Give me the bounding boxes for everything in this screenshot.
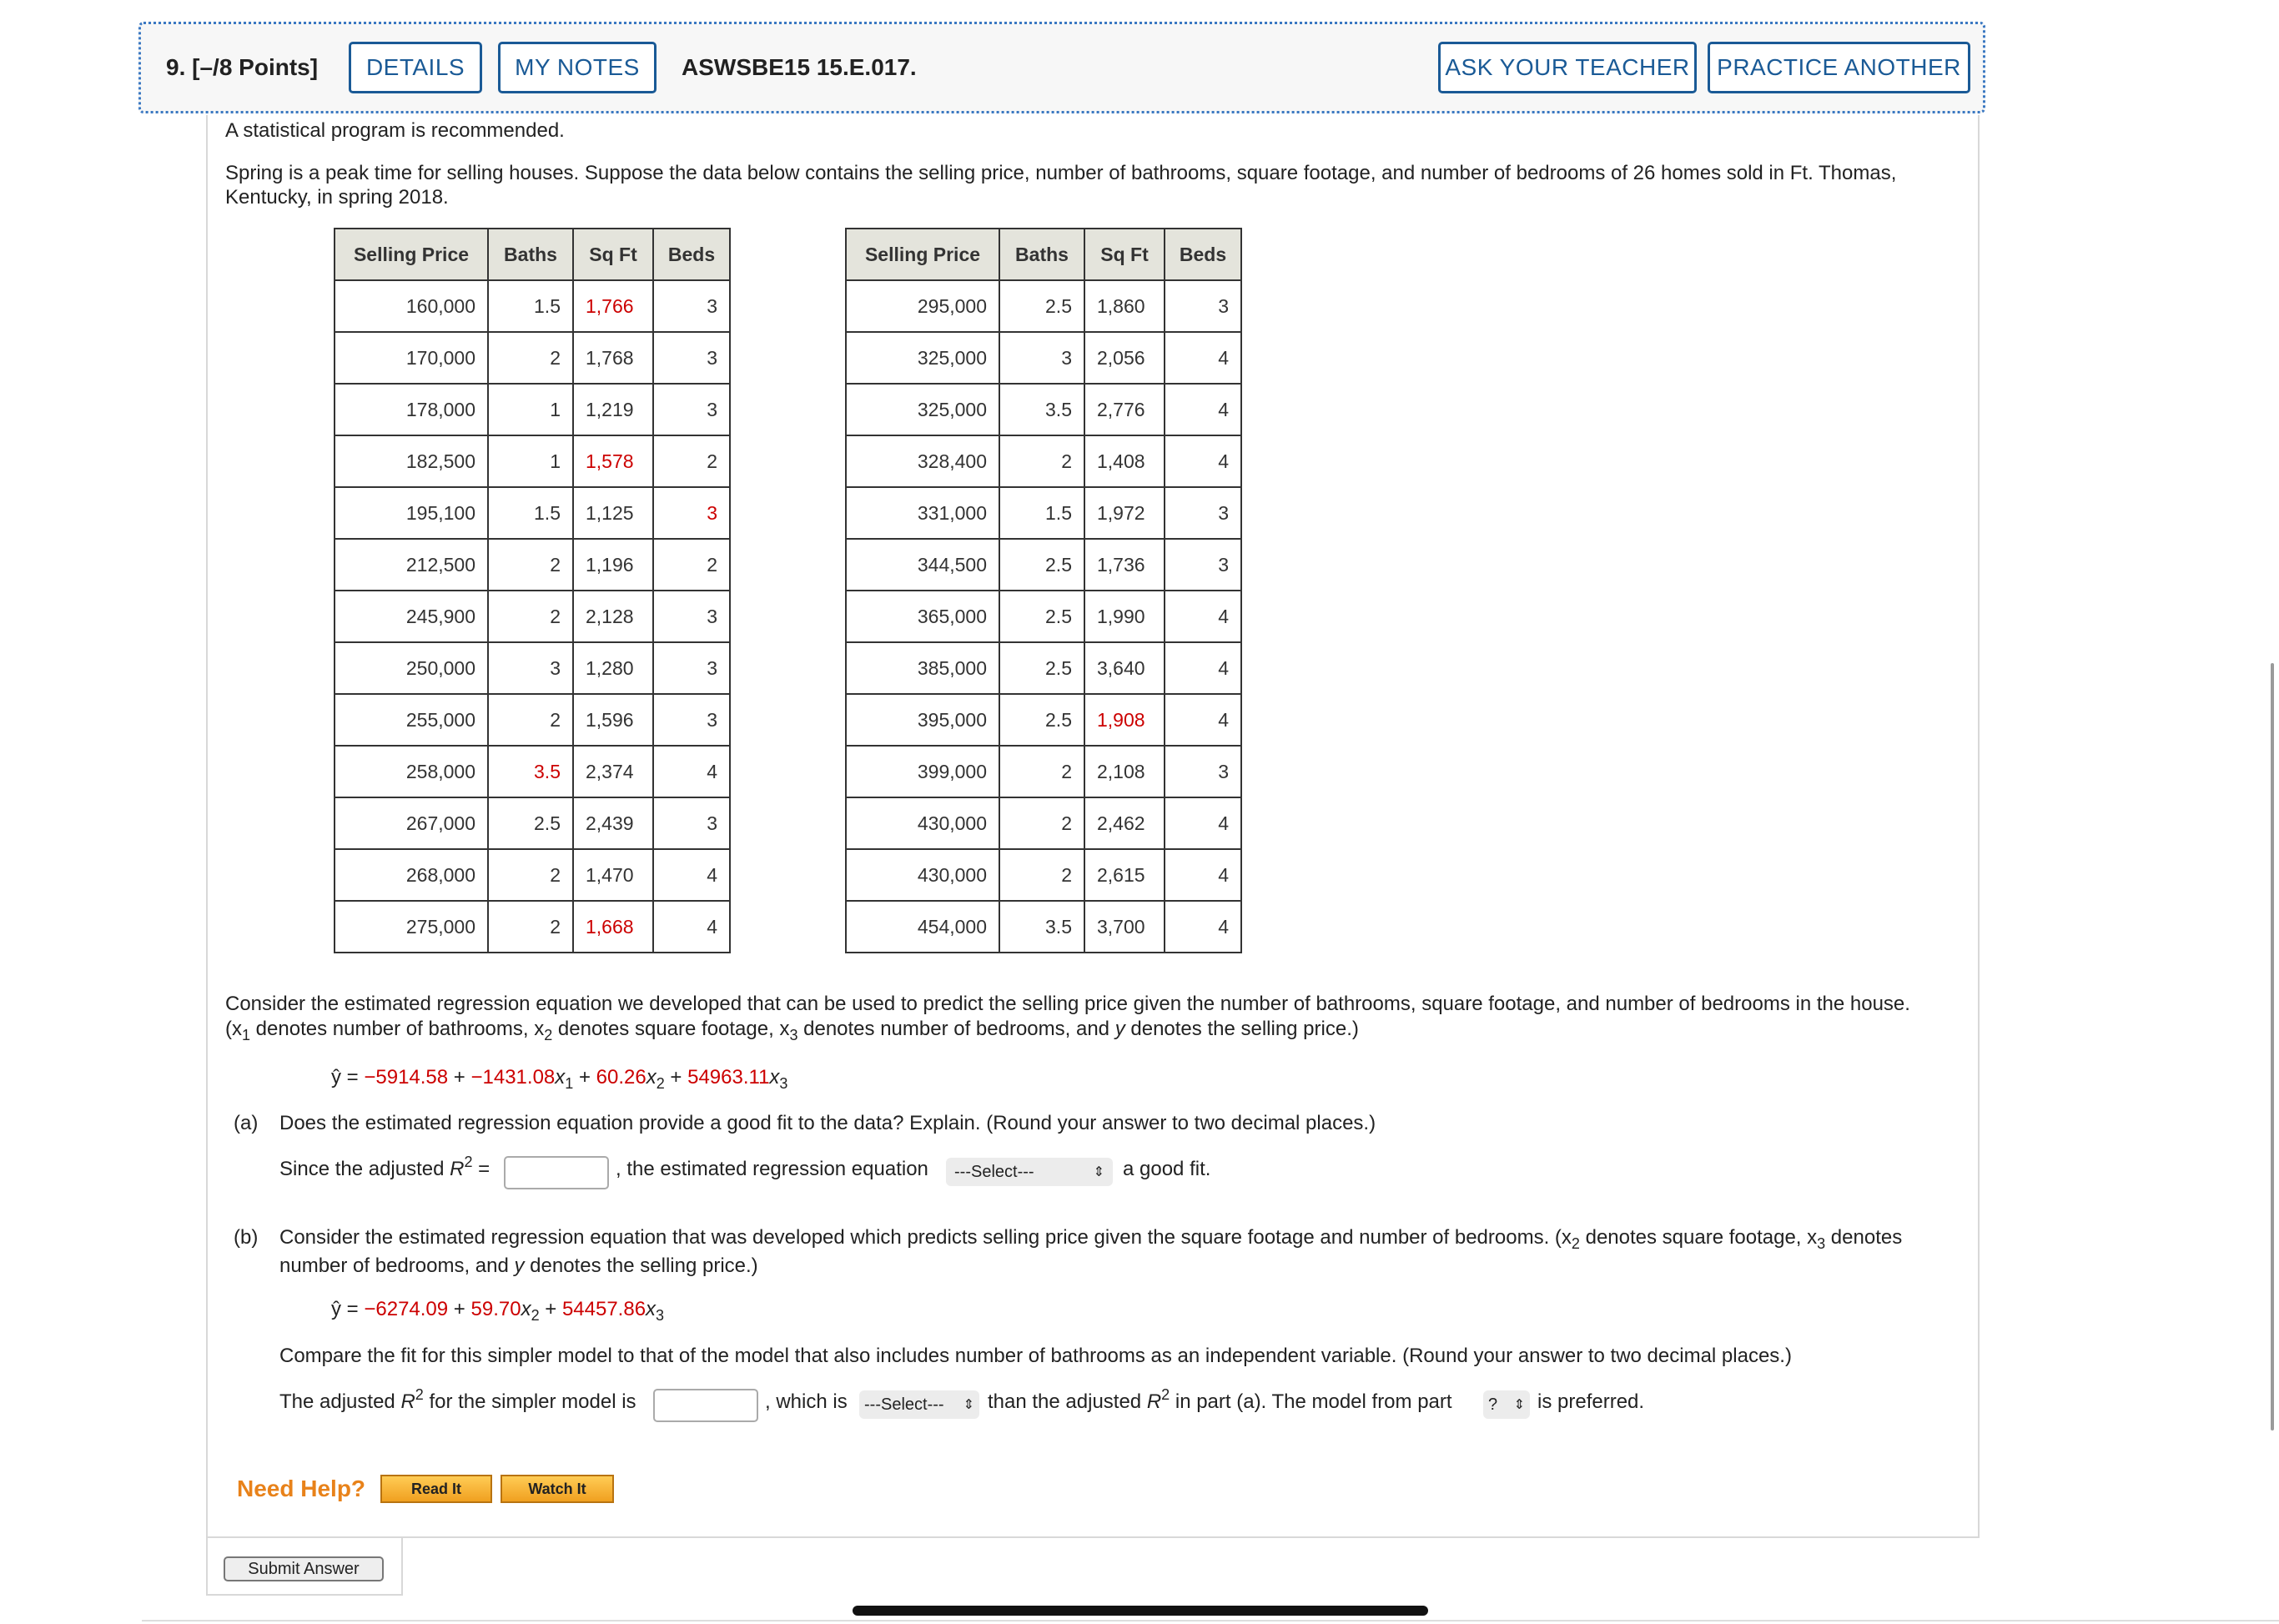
- home-indicator-bar[interactable]: [853, 1606, 1428, 1616]
- cell-sq-ft: 1,219: [573, 384, 653, 435]
- coef-b1: −1431.08: [470, 1066, 556, 1089]
- cell-selling-price: 331,000: [846, 487, 999, 539]
- table-row: [846, 901, 1241, 953]
- cell-baths: 2: [999, 746, 1084, 797]
- cell-sq-ft: 1,596: [573, 694, 653, 746]
- table-row: [335, 487, 730, 539]
- cell-selling-price: 170,000: [335, 332, 488, 384]
- cell-sq-ft: 2,776: [1084, 384, 1165, 435]
- cell-beds: 4: [1165, 694, 1241, 746]
- cell-sq-ft: 2,439: [573, 797, 653, 849]
- regression-equation-simple: ŷ = $-6274.09 + 59.70x_2 + 54457.86x_3$: [331, 1298, 665, 1324]
- cell-beds: 4: [1165, 849, 1241, 901]
- header-sq-ft: Sq Ft: [573, 229, 653, 280]
- cell-beds: 3: [653, 591, 730, 642]
- part-a-mid-text: , the estimated regression equation: [616, 1158, 928, 1180]
- cell-sq-ft: 2,128: [573, 591, 653, 642]
- cell-baths: 3: [999, 332, 1084, 384]
- table-row: [846, 384, 1241, 435]
- table-row: [335, 332, 730, 384]
- cell-beds: 4: [1165, 332, 1241, 384]
- data-table-left: [334, 228, 731, 953]
- select-value: ?: [1488, 1395, 1498, 1414]
- part-b-preferred-text: is preferred.: [1537, 1390, 1645, 1413]
- cell-sq-ft: 3,640: [1084, 642, 1165, 694]
- adjusted-r2-full-input[interactable]: [504, 1156, 609, 1189]
- cell-sq-ft: 1,736: [1084, 539, 1165, 591]
- table-row: [846, 539, 1241, 591]
- part-a-question: Does the estimated regression equation provide a good fit to the data? Explain. (Round your answer to two decimal places.): [279, 1112, 1376, 1134]
- select-value: ---Select---: [954, 1162, 1034, 1181]
- cell-selling-price: 178,000: [335, 384, 488, 435]
- cell-sq-ft: 1,768: [573, 332, 653, 384]
- vertical-scrollbar[interactable]: [2271, 663, 2274, 1430]
- cell-selling-price: 295,000: [846, 280, 999, 332]
- my-notes-button[interactable]: MY NOTES: [498, 42, 657, 93]
- table-row: [335, 642, 730, 694]
- regression-intro-line-1: Consider the estimated regression equation we developed that can be used to predict the selling price given the number of bathrooms, square footage, and number of bedrooms in the house.: [225, 993, 1910, 1015]
- cell-sq-ft: 1,668: [573, 901, 653, 953]
- cell-beds: 4: [1165, 901, 1241, 953]
- cell-beds: 2: [653, 435, 730, 487]
- cell-beds: 3: [1165, 746, 1241, 797]
- cell-baths: 3.5: [999, 384, 1084, 435]
- cell-beds: 3: [1165, 487, 1241, 539]
- part-b-which-is-text: , which is: [765, 1390, 848, 1413]
- cell-beds: 4: [1165, 435, 1241, 487]
- question-header: [138, 22, 1985, 113]
- cell-baths: 1.5: [999, 487, 1084, 539]
- cell-baths: 2.5: [999, 642, 1084, 694]
- cell-baths: 2.5: [999, 280, 1084, 332]
- cell-baths: 2.5: [488, 797, 573, 849]
- cell-baths: 2.5: [999, 591, 1084, 642]
- cell-selling-price: 267,000: [335, 797, 488, 849]
- cell-beds: 3: [1165, 539, 1241, 591]
- simple-coef-b3: 54457.86: [561, 1298, 646, 1320]
- cell-selling-price: 454,000: [846, 901, 999, 953]
- cell-baths: 1.5: [488, 280, 573, 332]
- chevron-updown-icon: ⇕: [1093, 1165, 1104, 1179]
- table-row: [846, 746, 1241, 797]
- cell-beds: 3: [653, 280, 730, 332]
- table-row: [846, 797, 1241, 849]
- part-a-since-text: Since the adjusted $R^2$ =: [279, 1154, 491, 1180]
- table-row: [846, 435, 1241, 487]
- table-row: [846, 849, 1241, 901]
- model-part-select[interactable]: [1483, 1390, 1530, 1419]
- part-b-line-2: number of bedrooms, and y denotes the selling price.): [279, 1254, 758, 1277]
- cell-sq-ft: 2,462: [1084, 797, 1165, 849]
- cell-baths: 2: [488, 901, 573, 953]
- table-row: [846, 332, 1241, 384]
- cell-selling-price: 344,500: [846, 539, 999, 591]
- intro-line-2: Kentucky, in spring 2018.: [225, 186, 449, 209]
- cell-sq-ft: 1,972: [1084, 487, 1165, 539]
- cell-selling-price: 212,500: [335, 539, 488, 591]
- regression-equation-full: ŷ = $-5914.58 + -1431.08x_1 + 60.26x_2 + 54963.11x_3$: [331, 1066, 788, 1092]
- cell-beds: 3: [1165, 280, 1241, 332]
- cell-sq-ft: 1,908: [1084, 694, 1165, 746]
- cell-selling-price: 365,000: [846, 591, 999, 642]
- cell-beds: 3: [653, 487, 730, 539]
- cell-sq-ft: 2,615: [1084, 849, 1165, 901]
- header-selling-price: Selling Price: [846, 229, 999, 280]
- part-b-compare-text: Compare the fit for this simpler model to that of the model that also includes number of bathrooms as an independent variable. (Round your answer to two decimal places.): [279, 1345, 1792, 1367]
- cell-beds: 3: [653, 694, 730, 746]
- cell-selling-price: 275,000: [335, 901, 488, 953]
- table-header-row: [335, 229, 730, 280]
- part-b-than-text: than the adjusted $R^2$ in part (a). The model from part: [988, 1386, 1452, 1413]
- cell-sq-ft: 1,408: [1084, 435, 1165, 487]
- cell-baths: 2.5: [999, 694, 1084, 746]
- cell-sq-ft: 2,108: [1084, 746, 1165, 797]
- cell-baths: 3.5: [488, 746, 573, 797]
- page-divider: [142, 1620, 2279, 1621]
- cell-sq-ft: 1,766: [573, 280, 653, 332]
- table-row: [335, 849, 730, 901]
- part-b-adjusted-text: The adjusted $R^2$ for the simpler model is: [279, 1386, 636, 1413]
- cell-baths: 1: [488, 384, 573, 435]
- cell-sq-ft: 1,470: [573, 849, 653, 901]
- table-row: [335, 280, 730, 332]
- cell-selling-price: 258,000: [335, 746, 488, 797]
- cell-sq-ft: 2,374: [573, 746, 653, 797]
- read-it-button[interactable]: Read It: [380, 1475, 492, 1503]
- cell-baths: 1.5: [488, 487, 573, 539]
- cell-baths: 2: [488, 332, 573, 384]
- cell-baths: 2: [999, 849, 1084, 901]
- coef-b2: 60.26: [596, 1066, 646, 1089]
- cell-sq-ft: 1,196: [573, 539, 653, 591]
- cell-baths: 3.5: [999, 901, 1084, 953]
- cell-beds: 4: [1165, 642, 1241, 694]
- cell-beds: 4: [653, 746, 730, 797]
- header-sq-ft: Sq Ft: [1084, 229, 1165, 280]
- cell-selling-price: 160,000: [335, 280, 488, 332]
- cell-selling-price: 430,000: [846, 849, 999, 901]
- points-label: [–/8 Points]: [192, 54, 319, 80]
- cell-baths: 2: [488, 539, 573, 591]
- simple-coef-b2: 59.70: [470, 1298, 521, 1320]
- cell-selling-price: 255,000: [335, 694, 488, 746]
- ask-your-teacher-button[interactable]: ASK YOUR TEACHER: [1438, 42, 1697, 93]
- table-row: [335, 694, 730, 746]
- table-row: [335, 539, 730, 591]
- fit-select-part-a[interactable]: [946, 1158, 1113, 1186]
- cell-beds: 4: [1165, 384, 1241, 435]
- table-row: [846, 487, 1241, 539]
- table-row: [335, 901, 730, 953]
- part-b-line-1: Consider the estimated regression equation that was developed which predicts selling price given the square footage and number of bedrooms. ($x_2$ denotes square footage, $x_3$ denotes: [279, 1226, 1903, 1252]
- cell-beds: 4: [1165, 591, 1241, 642]
- cell-beds: 3: [653, 384, 730, 435]
- cell-sq-ft: 1,990: [1084, 591, 1165, 642]
- chevron-updown-icon: ⇕: [1513, 1398, 1525, 1412]
- watch-it-button[interactable]: Watch It: [501, 1475, 614, 1503]
- coef-b3: 54963.11: [687, 1066, 770, 1089]
- cell-baths: 3: [488, 642, 573, 694]
- table-row: [335, 797, 730, 849]
- cell-selling-price: 182,500: [335, 435, 488, 487]
- simple-coef-b0: −6274.09: [364, 1298, 449, 1320]
- cell-beds: 3: [653, 332, 730, 384]
- comparison-select-part-b[interactable]: [859, 1390, 979, 1419]
- cell-selling-price: 195,100: [335, 487, 488, 539]
- cell-selling-price: 399,000: [846, 746, 999, 797]
- cell-beds: 4: [653, 849, 730, 901]
- header-baths: Baths: [488, 229, 573, 280]
- cell-baths: 2: [999, 435, 1084, 487]
- cell-selling-price: 328,400: [846, 435, 999, 487]
- data-table-right: [845, 228, 1242, 953]
- cell-sq-ft: 1,125: [573, 487, 653, 539]
- cell-selling-price: 430,000: [846, 797, 999, 849]
- submit-answer-button[interactable]: Submit Answer: [224, 1556, 384, 1581]
- cell-sq-ft: 1,578: [573, 435, 653, 487]
- intro-line-1: Spring is a peak time for selling houses. Suppose the data below contains the selling price, number of bathrooms, square footage, and number of bedrooms of 26 homes sold in Ft. Thomas,: [225, 162, 1897, 184]
- cell-selling-price: 268,000: [335, 849, 488, 901]
- cell-selling-price: 325,000: [846, 332, 999, 384]
- adjusted-r2-simple-input[interactable]: [653, 1389, 758, 1422]
- cell-baths: 2: [999, 797, 1084, 849]
- program-recommended-text: A statistical program is recommended.: [225, 119, 565, 142]
- cell-baths: 2: [488, 694, 573, 746]
- cell-beds: 3: [653, 797, 730, 849]
- part-a-after-text: a good fit.: [1123, 1158, 1211, 1180]
- cell-selling-price: 245,900: [335, 591, 488, 642]
- cell-beds: 3: [653, 642, 730, 694]
- select-value: ---Select---: [864, 1395, 944, 1414]
- header-baths: Baths: [999, 229, 1084, 280]
- question-number: 9. [–/8 Points]: [166, 54, 319, 80]
- cell-selling-price: 385,000: [846, 642, 999, 694]
- cell-selling-price: 250,000: [335, 642, 488, 694]
- cell-sq-ft: 2,056: [1084, 332, 1165, 384]
- table-row: [335, 435, 730, 487]
- header-selling-price: Selling Price: [335, 229, 488, 280]
- practice-another-button[interactable]: PRACTICE ANOTHER: [1708, 42, 1970, 93]
- table-row: [846, 642, 1241, 694]
- table-row: [846, 694, 1241, 746]
- header-beds: Beds: [653, 229, 730, 280]
- details-button[interactable]: DETAILS: [349, 42, 482, 93]
- table-row: [335, 746, 730, 797]
- cell-selling-price: 325,000: [846, 384, 999, 435]
- regression-intro-line-2: ($x_1$ denotes number of bathrooms, $x_2$ denotes square footage, $x_3$ denotes number of bedrooms, and y denotes the selling price.): [225, 1018, 1359, 1043]
- cell-baths: 2: [488, 849, 573, 901]
- cell-sq-ft: 1,280: [573, 642, 653, 694]
- part-a-label: (a): [234, 1112, 259, 1134]
- cell-baths: 2: [488, 591, 573, 642]
- table-row: [335, 384, 730, 435]
- header-beds: Beds: [1165, 229, 1241, 280]
- part-b-label: (b): [234, 1226, 259, 1249]
- cell-beds: 4: [1165, 797, 1241, 849]
- cell-baths: 1: [488, 435, 573, 487]
- coef-b0: −5914.58: [364, 1066, 449, 1089]
- table-header-row: [846, 229, 1241, 280]
- need-help-label: Need Help?: [237, 1476, 366, 1501]
- chevron-updown-icon: ⇕: [963, 1398, 974, 1412]
- cell-beds: 4: [653, 901, 730, 953]
- cell-sq-ft: 1,860: [1084, 280, 1165, 332]
- cell-sq-ft: 3,700: [1084, 901, 1165, 953]
- table-row: [846, 591, 1241, 642]
- cell-beds: 2: [653, 539, 730, 591]
- cell-selling-price: 395,000: [846, 694, 999, 746]
- problem-code: ASWSBE15 15.E.017.: [682, 54, 917, 80]
- table-row: [335, 591, 730, 642]
- table-row: [846, 280, 1241, 332]
- cell-baths: 2.5: [999, 539, 1084, 591]
